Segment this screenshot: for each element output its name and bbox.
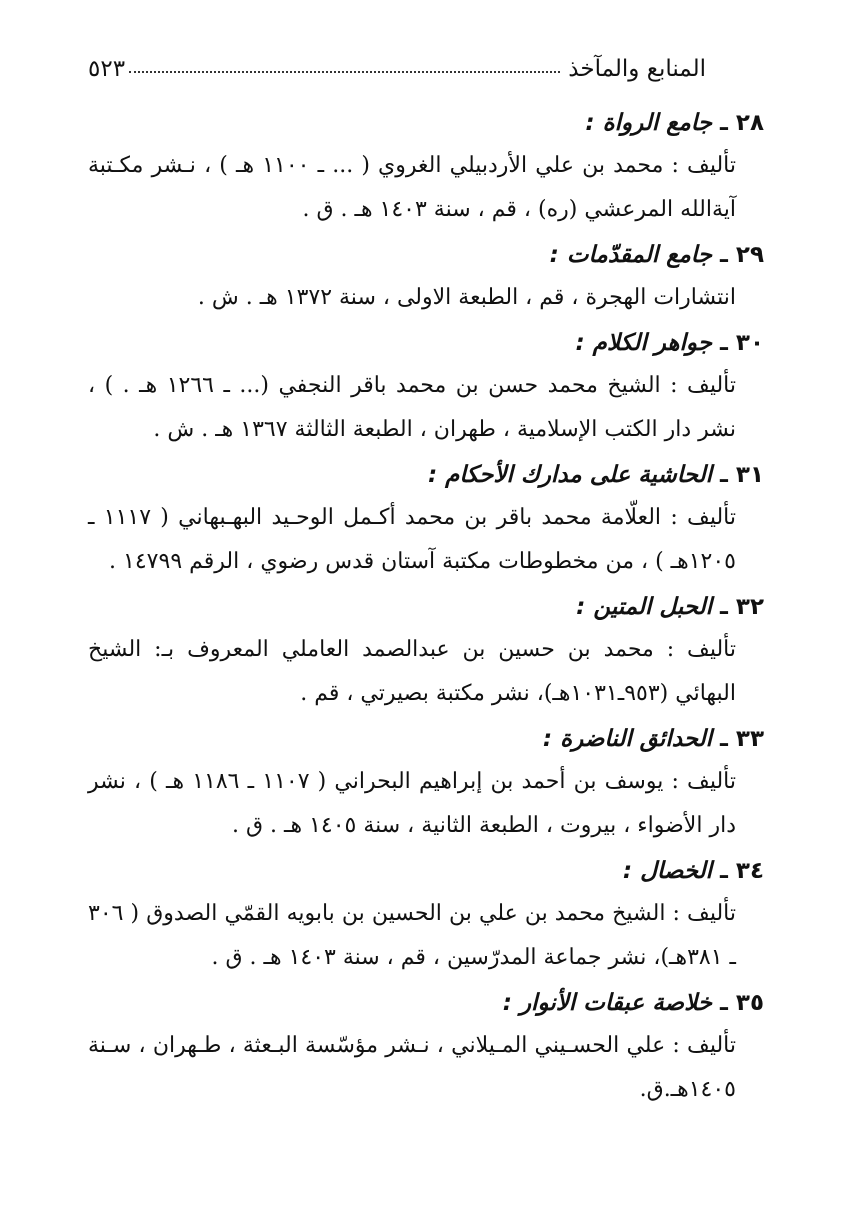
entry-body: تأليف : محمد بن حسين بن عبدالصمد العاملي المعروف بـ: الشيخ البهائي (٩٥٣ـ١٠٣١هـ)، نشر مكتبة بصيرتي ، قم . <box>88 637 736 706</box>
bibliography-entry <box>88 102 764 232</box>
entry-body: تأليف : علي الحسـيني المـيلاني ، نـشر مؤسّسة البـعثة ، طـهران ، سـنة ١٤٠٥هـ.ق. <box>88 1033 736 1102</box>
bibliography-list <box>88 102 764 1114</box>
entry-number: ٣٥ <box>735 990 764 1016</box>
entry-number: ٢٨ <box>735 110 764 136</box>
entry-body: انتشارات الهجرة ، قم ، الطبعة الاولى ، سنة ١٣٧٢ هـ . ش . <box>197 285 736 310</box>
entry-heading: ٢٨ ـ جامع الرواة : <box>585 110 764 136</box>
entry-title: خلاصة عبقات الأنوار : <box>502 990 713 1016</box>
bibliography-entry <box>88 586 764 716</box>
entry-body: تأليف : العلّامة محمد باقر بن محمد أكـمل الوحـيد البهـبهاني ( ١١١٧ ـ ١٢٠٥هـ ) ، من مخطوطات مكتبة آستان قدس رضوي ، الرقم ١٤٧٩٩ . <box>88 505 736 574</box>
entry-heading: ٣١ ـ الحاشية على مدارك الأحكام : <box>427 462 764 488</box>
entry-title: جواهر الكلام : <box>575 330 713 356</box>
bibliography-entry <box>88 454 764 584</box>
bibliography-entry <box>88 850 764 980</box>
entry-body: تأليف : محمد بن علي الأردبيلي الغروي ( ... ـ ١١٠٠ هـ ) ، نـشر مكـتبة آيةالله المرعشي (ره) ، قم ، سنة ١٤٠٣ هـ . ق . <box>88 153 736 222</box>
bibliography-entry <box>88 234 764 320</box>
entry-body: تأليف : الشيخ محمد حسن بن محمد باقر النجفي (... ـ ١٢٦٦ هـ . ) ، نشر دار الكتب الإسلامية ، طهران ، الطبعة الثالثة ١٣٦٧ هـ . ش . <box>88 373 736 442</box>
entry-number: ٣١ <box>735 462 764 488</box>
entry-heading: ٣٤ ـ الخصال : <box>622 858 764 884</box>
entry-heading: ٢٩ ـ جامع المقدّمات : <box>549 242 764 268</box>
entry-title: الحاشية على مدارك الأحكام : <box>427 462 713 488</box>
entry-title: الحبل المتين : <box>576 594 713 620</box>
bibliography-entry <box>88 322 764 452</box>
page-number: ٥٢٣ <box>88 56 126 82</box>
entry-heading: ٣٠ ـ جواهر الكلام : <box>575 330 764 356</box>
entry-heading: ٣٥ ـ خلاصة عبقات الأنوار : <box>502 990 764 1016</box>
entry-title: الحدائق الناضرة : <box>542 726 713 752</box>
bibliography-entry <box>88 982 764 1112</box>
entry-number: ٣٤ <box>735 858 764 884</box>
entry-body: تأليف : يوسف بن أحمد بن إبراهيم البحراني ( ١١٠٧ ـ ١١٨٦ هـ ) ، نشر دار الأضواء ، بيروت ، الطبعة الثانية ، سنة ١٤٠٥ هـ . ق . <box>88 769 736 838</box>
entry-number: ٣٠ <box>735 330 764 356</box>
entry-number: ٢٩ <box>735 242 764 268</box>
entry-heading: ٣٢ ـ الحبل المتين : <box>576 594 764 620</box>
entry-number: ٣٢ <box>735 594 764 620</box>
header-title: المنابع والمآخذ <box>568 56 706 82</box>
dotted-leader <box>129 71 560 73</box>
entry-title: جامع المقدّمات : <box>549 242 713 268</box>
entry-title: الخصال : <box>622 858 713 884</box>
entry-number: ٣٣ <box>735 726 764 752</box>
entry-body: تأليف : الشيخ محمد بن علي بن الحسين بن بابويه القمّي الصدوق ( ٣٠٦ ـ ٣٨١هـ)، نشر جماعة المدرّسين ، قم ، سنة ١٤٠٣ هـ . ق . <box>88 901 736 970</box>
entry-heading: ٣٣ ـ الحدائق الناضرة : <box>542 726 764 752</box>
bibliography-entry <box>88 718 764 848</box>
entry-title: جامع الرواة : <box>585 110 713 136</box>
running-header <box>88 38 706 82</box>
